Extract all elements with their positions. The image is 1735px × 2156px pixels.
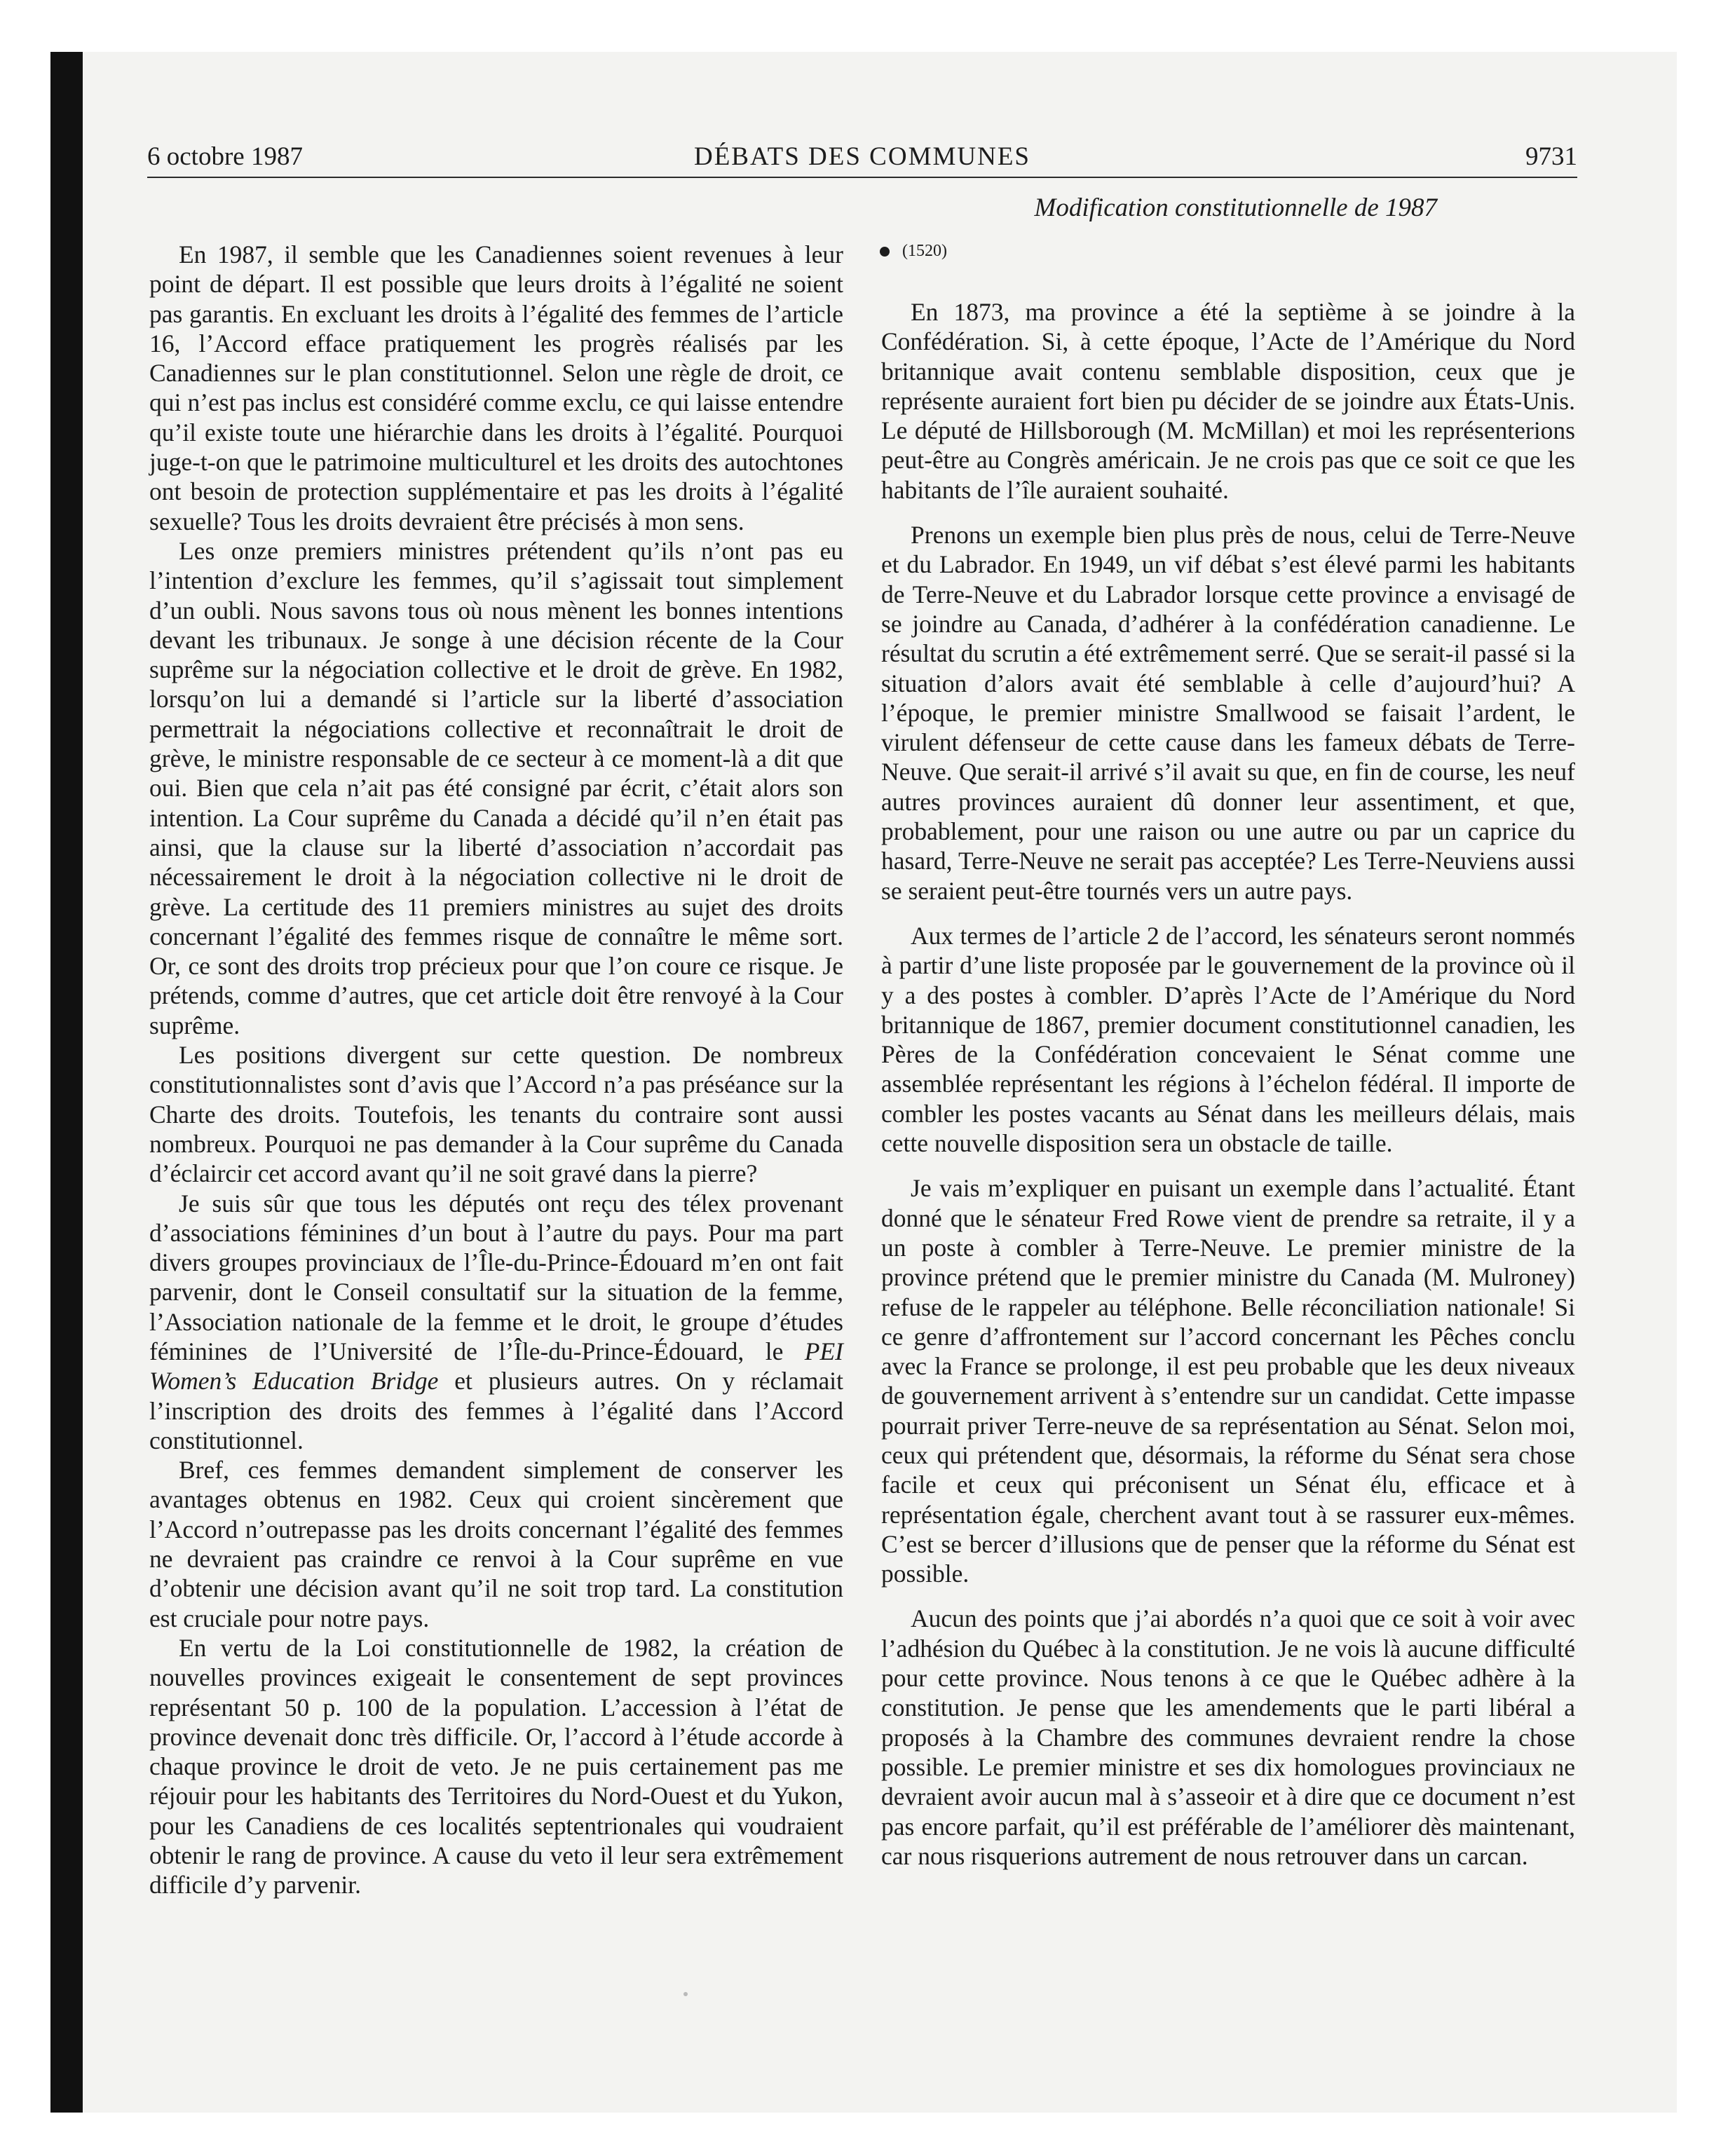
scan-speck: [683, 1992, 688, 1996]
paragraph-text: et plusieurs autres. On y réclamait l’inscription des droits des femmes à l’égalité dans l’Accord constitutionnel.: [149, 1367, 843, 1454]
section-title: Modification constitutionnelle de 1987: [1034, 193, 1437, 222]
paragraph: Les positions divergent sur cette question. De nombreux constitutionnalistes sont d’avis que l’Accord n’a pas préséance sur la Charte des droits. Toutefois, les tenants du contraire sont aussi nombreux. Pourquoi ne pas demander à la Cour suprême du Canada d’éclaircir cet accord avant qu’il ne soit gravé dans la pierre?: [149, 1041, 843, 1188]
program-name: PEI Women’s Education Bridge: [149, 1337, 843, 1396]
paragraph: [149, 1189, 843, 1456]
page-number: 9731: [1525, 142, 1577, 171]
page-header: [147, 137, 1577, 177]
bullet-icon: [880, 247, 890, 257]
paragraph: Bref, ces femmes demandent simplement de conserver les avantages obtenus en 1982. Ceux qui croient sincèrement que l’Accord n’outrepasse pas les droits concernant l’égalité des femmes ne devraient pas craindre ce renvoi à la Cour suprême en vue d’obtenir une décision avant qu’il ne soit trop tard. La constitution est cruciale pour notre pays.: [149, 1456, 843, 1632]
paragraph: Aux termes de l’article 2 de l’accord, les sénateurs seront nommés à partir d’une liste proposée par le gouvernement de la province où il y a des postes à combler. D’après l’Acte de l’Amérique du Nord britannique de 1867, premier document constitutionnel canadien, les Pères de la Confédération concevaient le Sénat comme une assemblée représentant les régions à l’échelon fédéral. Il importe de combler les postes vacants au Sénat dans les meilleurs délais, mais cette nouvelle disposition sera un obstacle de taille.: [881, 921, 1575, 1158]
paragraph: En 1873, ma province a été la septième à se joindre à la Confédération. Si, à cette époque, l’Acte de l’Amérique du Nord britannique avait contenu semblable disposition, ceux que je représente auraient fort bien pu décider de se joindre aux États-Unis. Le député de Hillsborough (M. McMillan) et moi les représenterions peut-être au Congrès américain. Je ne crois pas que ce soit ce que les habitants de l’île auraient souhaité.: [881, 298, 1575, 504]
header-date: 6 octobre 1987: [147, 142, 303, 171]
paragraph: Prenons un exemple bien plus près de nous, celui de Terre-Neuve et du Labrador. En 1949, un vif débat s’est élevé parmi les habitants de Terre-Neuve et du Labrador lorsque cette province a envisagé de se joindre au Canada, d’adhérer à la confédération canadienne. Le résultat du scrutin a été extrêmement serré. Que se serait-il passé si la situation d’alors avait été semblable à celle d’aujourd’hui? A l’époque, le premier ministre Smallwood se faisait l’ardent, le virulent défenseur de cette cause dans les fameux débats de Terre-Neuve. Que serait-il arrivé s’il avait su que, en fin de course, les neuf autres provinces auraient dû donner leur assentiment, et que, probablement, pour une raison ou une autre ou par un caprice du hasard, Terre-Neuve ne serait pas acceptée? Les Terre-Neuviens aussi se seraient peut-être tournés vers un autre pays.: [881, 521, 1575, 905]
paragraph: Aucun des points que j’ai abordés n’a quoi que ce soit à voir avec l’adhésion du Québec à la constitution. Je ne vois là aucune difficulté pour cette province. Nous tenons à ce que le Québec adhère à la constitution. Je pense que les amendements que le parti libéral a proposés à la Chambre des communes devraient rendre la chose possible. Le premier ministre et ses dix homologues provinciaux ne devraient avoir aucun mal à s’asseoir et à dire que ce document n’est pas encore parfait, qu’il est préférable de l’améliorer dès maintenant, car nous risquerions autrement de nous retrouver dans un carcan.: [881, 1604, 1575, 1870]
paragraph: En vertu de la Loi constitutionnelle de 1982, la création de nouvelles provinces exigeait le consentement de sept provinces représentant 50 p. 100 de la population. L’accession à l’état de province devenait donc très difficile. Or, l’accord à l’étude accorde à chaque province le droit de veto. Je ne puis certainement pas me réjouir pour les habitants des Territoires du Nord-Ouest et du Yukon, pour les Canadiens de ces localités septentrionales qui voudraient obtenir le rang de province. A cause du veto il leur sera extrêmement difficile d’y parvenir.: [149, 1633, 843, 1899]
right-column: [881, 297, 1575, 1871]
left-column: [149, 240, 843, 1900]
paragraph: Les onze premiers ministres prétendent qu’ils n’ont pas eu l’intention d’exclure les femmes, qu’il s’agissait tout simplement d’un oubli. Nous savons tous où nous mènent les bonnes intentions devant les tribunaux. Je songe à une décision récente de la Cour suprême sur la négociation collective et le droit de grève. En 1982, lorsqu’on lui a demandé si l’article sur la liberté d’association permettrait la négociations collective et reconnaîtrait le droit de grève, le ministre responsable de ce secteur à ce moment-là a dit que oui. Bien que cela n’ait pas été consigné par écrit, c’était alors son intention. La Cour suprême du Canada a décidé qu’il n’en était pas ainsi, que la clause sur la liberté d’association n’accordait pas nécessairement le droit à la négociation collective ni le droit de grève. La certitude des 11 premiers ministres au sujet des droits concernant l’égalité des femmes risque de connaître le même sort. Or, ce sont des droits trop précieux pour que l’on coure ce risque. Je prétends, comme d’autres, que cet article doit être renvoyé à la Cour suprême.: [149, 536, 843, 1039]
time-marker: [880, 237, 947, 265]
paragraph: En 1987, il semble que les Canadiennes soient revenues à leur point de départ. Il est possible que leurs droits à l’égalité ne soient pas garantis. En excluant les droits à l’égalité des femmes de l’article 16, l’Accord efface pratiquement les progrès réalisés par les Canadiennes sur le plan constitutionnel. Selon une règle de droit, ce qui n’est pas inclus est considéré comme exclu, ce qui laisse entendre qu’il existe toute une hiérarchie dans les droits à l’égalité. Pourquoi juge-t-on que le patrimoine multiculturel et les droits des autochtones ont besoin de protection supplémentaire et pas les droits à l’égalité sexuelle? Tous les droits devraient être précisés à mon sens.: [149, 240, 843, 535]
scan-binding-edge: [50, 52, 83, 2113]
header-rule: [147, 177, 1577, 178]
time-marker-label: (1520): [902, 242, 947, 260]
paragraph-text: Je suis sûr que tous les députés ont reçu des télex provenant d’associations féminines d’un bout à l’autre du pays. Pour ma part divers groupes provinciaux de l’Île-du-Prince-Édouard m’en ont fait parvenir, dont le Conseil consultatif sur la situation de la femme, l’Association nationale de la femme et le droit, le groupe d’études féminines de l’Université de l’Île-du-Prince-Édouard, le: [149, 1189, 843, 1365]
paragraph: Je vais m’expliquer en puisant un exemple dans l’actualité. Étant donné que le sénateur Fred Rowe vient de prendre sa retraite, il y a un poste à combler à Terre-Neuve. Le premier ministre de la province prétend que le premier ministre du Canada (M. Mulroney) refuse de le rappeler au téléphone. Belle réconciliation nationale! Si ce genre d’affrontement sur l’accord concernant les Pêches conclu avec la France se prolonge, il est peu probable que les deux niveaux de gouvernement arrivent à s’entendre sur un candidat. Cette impasse pourrait priver Terre-neuve de sa représentation au Sénat. Selon moi, ceux qui prétendent que, désormais, la réforme du Sénat sera chose facile et ceux qui préconisent un Sénat élu, efficace et à représentation égale, cherchent avant tout à se rassurer eux-mêmes. C’est se bercer d’illusions que de penser que la réforme du Sénat est possible.: [881, 1174, 1575, 1588]
header-title: DÉBATS DES COMMUNES: [693, 142, 1030, 171]
